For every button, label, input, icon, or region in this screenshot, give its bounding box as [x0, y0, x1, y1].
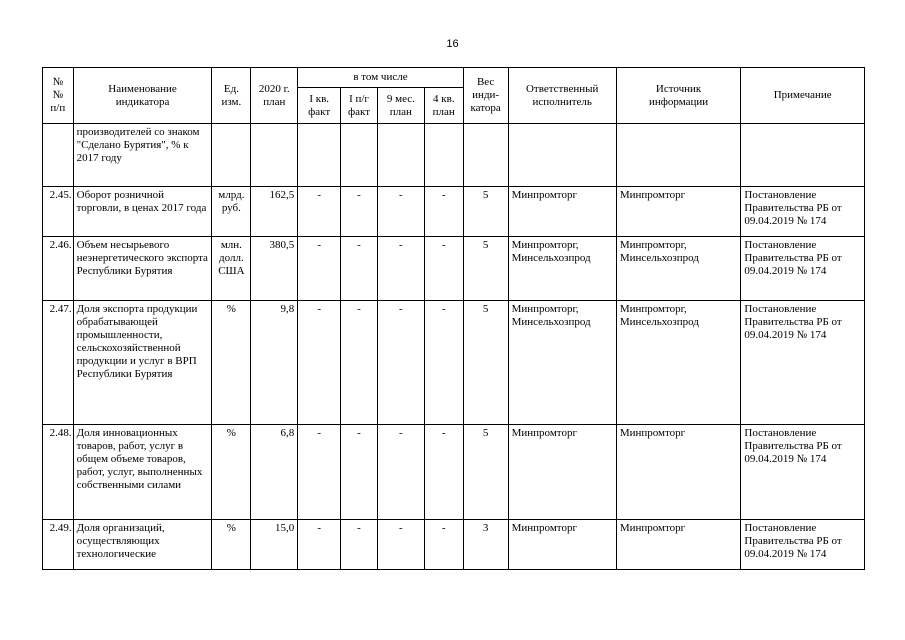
row-source: Минпромторг, Минсельхозпрод	[616, 237, 741, 301]
row-m9: -	[377, 425, 424, 520]
row-h1: -	[341, 520, 378, 570]
row-name: производителей со знаком "Сделано Бурятия", % к 2017 году	[73, 124, 212, 187]
row-responsible: Минпромторг	[508, 187, 616, 237]
row-q1: -	[298, 187, 341, 237]
row-plan: 6,8	[251, 425, 298, 520]
row-q4: -	[424, 425, 463, 520]
row-plan	[251, 124, 298, 187]
header-q4-plan: 4 кв. план	[424, 88, 463, 124]
row-h1: -	[341, 237, 378, 301]
table-row	[43, 187, 865, 237]
row-responsible: Минпромторг	[508, 520, 616, 570]
row-name: Доля инновационных товаров, работ, услуг в общем объеме товаров, работ, услуг, выполненных собственными силами	[73, 425, 212, 520]
header-name: Наименование индикатора	[73, 68, 212, 124]
row-name: Доля экспорта продукции обрабатывающей промышленности, сельскохозяйственной продукции и услуг в ВРП Республики Бурятия	[73, 301, 212, 425]
table-row	[43, 425, 865, 520]
table-row	[43, 124, 865, 187]
row-name: Оборот розничной торговли, в ценах 2017 года	[73, 187, 212, 237]
row-h1	[341, 124, 378, 187]
row-q1: -	[298, 425, 341, 520]
row-num: 2.46.	[43, 237, 74, 301]
row-responsible: Минпромторг, Минсельхозпрод	[508, 237, 616, 301]
row-q4: -	[424, 237, 463, 301]
row-h1: -	[341, 301, 378, 425]
row-h1: -	[341, 425, 378, 520]
row-source	[616, 124, 741, 187]
row-weight: 5	[463, 301, 508, 425]
header-q1-fact: I кв. факт	[298, 88, 341, 124]
row-note: Постановление Правительства РБ от 09.04.2019 № 174	[741, 520, 865, 570]
row-note: Постановление Правительства РБ от 09.04.2019 № 174	[741, 301, 865, 425]
row-m9: -	[377, 520, 424, 570]
row-plan: 162,5	[251, 187, 298, 237]
page-number: 16	[446, 38, 459, 50]
row-name: Объем несырьевого неэнергетического экспорта Республики Бурятия	[73, 237, 212, 301]
header-unit: Ед. изм.	[212, 68, 251, 124]
header-including: в том числе	[298, 68, 463, 88]
header-note: Примечание	[741, 68, 865, 124]
row-unit: млн. долл. США	[212, 237, 251, 301]
row-num: 2.48.	[43, 425, 74, 520]
row-q1: -	[298, 301, 341, 425]
table-row	[43, 237, 865, 301]
row-source: Минпромторг, Минсельхозпрод	[616, 301, 741, 425]
row-q1	[298, 124, 341, 187]
row-q1: -	[298, 520, 341, 570]
row-q4: -	[424, 520, 463, 570]
row-m9: -	[377, 237, 424, 301]
row-weight: 3	[463, 520, 508, 570]
row-num	[43, 124, 74, 187]
row-unit: %	[212, 425, 251, 520]
row-note: Постановление Правительства РБ от 09.04.2019 № 174	[741, 187, 865, 237]
header-source: Источник информации	[616, 68, 741, 124]
table-row	[43, 520, 865, 570]
row-note	[741, 124, 865, 187]
header-num: № № п/п	[43, 68, 74, 124]
row-unit: млрд. руб.	[212, 187, 251, 237]
indicators-table	[42, 67, 865, 570]
row-responsible: Минпромторг, Минсельхозпрод	[508, 301, 616, 425]
row-q4: -	[424, 187, 463, 237]
row-plan: 9,8	[251, 301, 298, 425]
row-weight	[463, 124, 508, 187]
row-name: Доля организаций, осуществляющих технологические	[73, 520, 212, 570]
header-plan-2020: 2020 г. план	[251, 68, 298, 124]
row-responsible	[508, 124, 616, 187]
row-unit: %	[212, 520, 251, 570]
row-unit	[212, 124, 251, 187]
header-9m-plan: 9 мес. план	[377, 88, 424, 124]
row-unit: %	[212, 301, 251, 425]
row-note: Постановление Правительства РБ от 09.04.2019 № 174	[741, 425, 865, 520]
row-note: Постановление Правительства РБ от 09.04.2019 № 174	[741, 237, 865, 301]
row-num: 2.49.	[43, 520, 74, 570]
row-weight: 5	[463, 187, 508, 237]
row-source: Минпромторг	[616, 187, 741, 237]
row-m9: -	[377, 301, 424, 425]
row-m9: -	[377, 187, 424, 237]
row-q4	[424, 124, 463, 187]
row-responsible: Минпромторг	[508, 425, 616, 520]
row-weight: 5	[463, 425, 508, 520]
row-q4: -	[424, 301, 463, 425]
row-m9	[377, 124, 424, 187]
table-row	[43, 301, 865, 425]
row-num: 2.47.	[43, 301, 74, 425]
header-responsible: Ответственный исполнитель	[508, 68, 616, 124]
row-plan: 15,0	[251, 520, 298, 570]
header-h1-fact: I п/г факт	[341, 88, 378, 124]
row-weight: 5	[463, 237, 508, 301]
row-h1: -	[341, 187, 378, 237]
row-num: 2.45.	[43, 187, 74, 237]
row-source: Минпромторг	[616, 425, 741, 520]
row-q1: -	[298, 237, 341, 301]
row-plan: 380,5	[251, 237, 298, 301]
header-weight: Вес инди- катора	[463, 68, 508, 124]
row-source: Минпромторг	[616, 520, 741, 570]
